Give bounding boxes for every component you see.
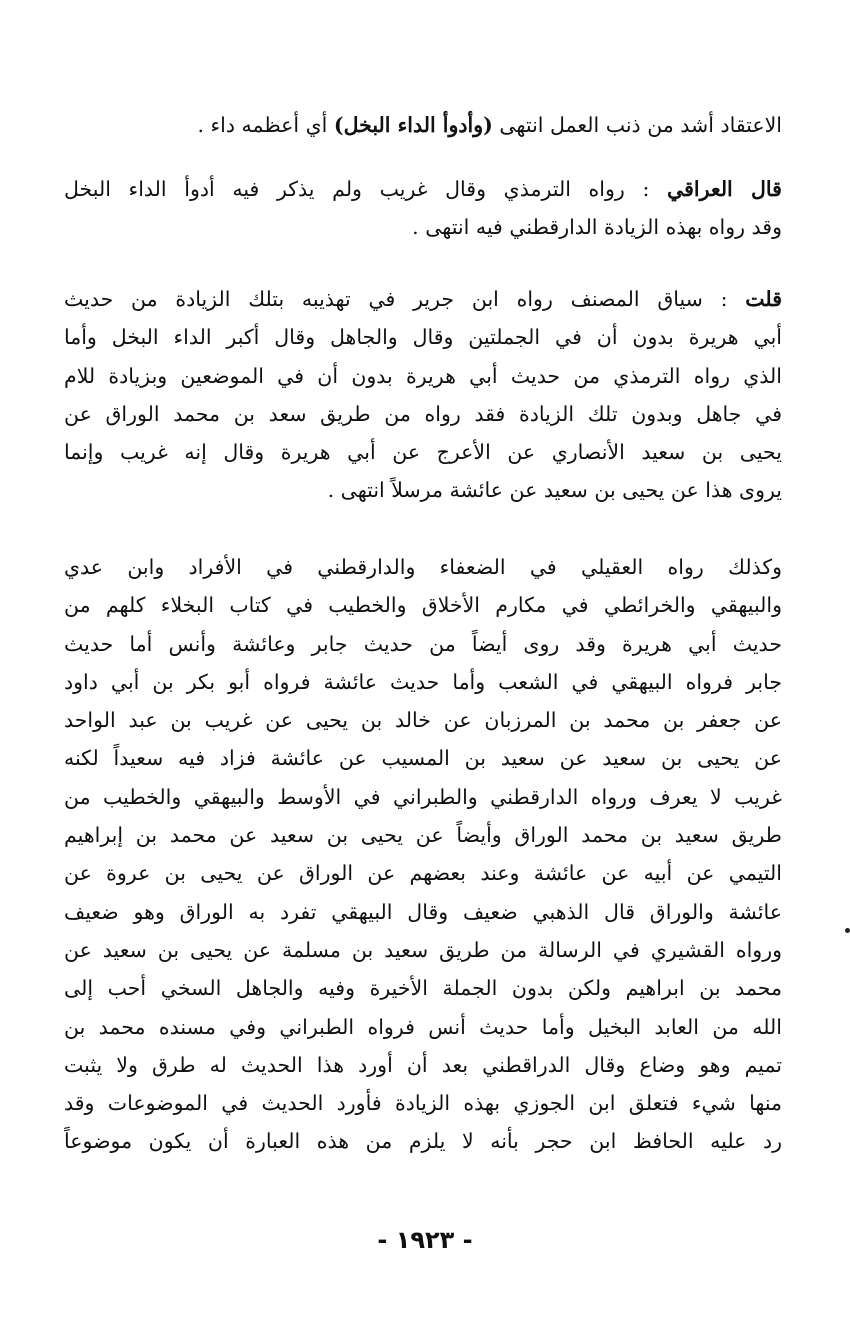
text-line: رد عليه الحافظ ابن حجر بأنه لا يلزم من هذه العبارة أن يكون موضوعاً <box>64 1129 782 1154</box>
text-segment: أي أعظمه داء . <box>197 113 328 137</box>
text-line <box>64 106 782 144</box>
text-segment: : سياق المصنف رواه ابن جرير في تهذيبه بتلك الزيادة من حديث <box>64 287 728 311</box>
text-line: الذي رواه الترمذي من حديث أبي هريرة بدون أن في الموضعين وبزيادة للام <box>64 363 782 388</box>
text-line: منها شيء فتعلق ابن الجوزي بهذه الزيادة فأورد الحديث في الموضوعات وقد <box>64 1091 782 1116</box>
text-line <box>64 170 782 208</box>
text-line: في جاهل وبدون تلك الزيادة فقد رواه من طريق سعد بن محمد الوراق عن <box>64 401 782 426</box>
text-line: والبيهقي والخرائطي في مكارم الأخلاق والخطيب في كتاب البخلاء كلهم من <box>64 593 782 618</box>
text-line: عن جعفر بن محمد بن المرزبان عن خالد بن يحيى عن غريب بن عبد الواحد <box>64 708 782 733</box>
text-line <box>64 280 782 318</box>
text-line: وقد رواه بهذه الزيادة الدارقطني فيه انتهى . <box>412 215 782 240</box>
text-line: غريب لا يعرف ورواه الدارقطني والطبراني في الأوسط والبيهقي والخطيب من <box>64 784 782 809</box>
paragraph-qultu <box>64 280 782 510</box>
text-line: وكذلك رواه العقيلي في الضعفاء والدارقطني في الأفراد وابن عدي <box>64 555 782 579</box>
text-line: محمد بن ابراهيم ولكن بدون الجملة الأخيرة وفيه والجاهل السخي أحب إلى <box>64 976 782 1001</box>
margin-mark <box>845 928 850 933</box>
text-segment: الاعتقاد أشد من ذنب العمل انتهى <box>499 113 782 137</box>
speaker-label: قال العراقي <box>667 177 782 201</box>
text-line: ورواه القشيري في الرسالة من طريق سعيد بن مسلمة عن يحيى بن سعيد عن <box>64 937 782 962</box>
text-line: عائشة والوراق قال الذهبي ضعيف وقال البيهقي تفرد به الوراق وهو ضعيف <box>64 899 782 924</box>
text-line: حديث أبي هريرة وقد روى أيضاً من حديث جابر وعائشة وأنس أما حديث <box>64 631 782 656</box>
text-line: التيمي عن أبيه عن عائشة وعند بعضهم عن الوراق عن يحيى بن عروة عن <box>64 861 782 886</box>
paragraph-iraqi <box>64 170 782 247</box>
text-line: طريق سعيد بن محمد الوراق وأيضاً عن يحيى بن سعيد عن محمد بن إبراهيم <box>64 823 782 848</box>
text-line: يروى هذا عن يحيى بن سعيد عن عائشة مرسلاً انتهى . <box>327 478 782 503</box>
text-line: جابر فرواه البيهقي في الشعب وأما حديث عائشة فرواه أبو بكر بن أبي داود <box>64 669 782 694</box>
speaker-label: قلت <box>745 287 782 311</box>
page-number: - ١٩٢٣ - <box>377 1226 473 1254</box>
text-line: أبي هريرة بدون أن في الجملتين وقال والجاهل وقال أكبر الداء البخل وأما <box>64 325 782 350</box>
paragraph-takhrij <box>64 548 782 1161</box>
text-segment: : رواه الترمذي وقال غريب ولم يذكر فيه أدوأ الداء البخل <box>64 177 650 201</box>
text-line: يحيى بن سعيد الأنصاري عن الأعرج عن أبي هريرة وقال إنه غريب وإنما <box>64 440 782 465</box>
text-line: الله من العابد البخيل وأما حديث أنس فرواه الطبراني وفي مسنده محمد بن <box>64 1014 782 1039</box>
text-line: تميم وهو وضاع وقال الدراقطني بعد أن أورد هذا الحديث له طرق ولا يثبت <box>64 1052 782 1077</box>
paragraph-1 <box>64 106 782 144</box>
text-line: عن يحيى بن سعيد عن سعيد بن المسيب عن عائشة فزاد فيه سعيداً لكنه <box>64 746 782 771</box>
quoted-hadith-bold: (وأدوأ الداء البخل) <box>333 113 493 137</box>
